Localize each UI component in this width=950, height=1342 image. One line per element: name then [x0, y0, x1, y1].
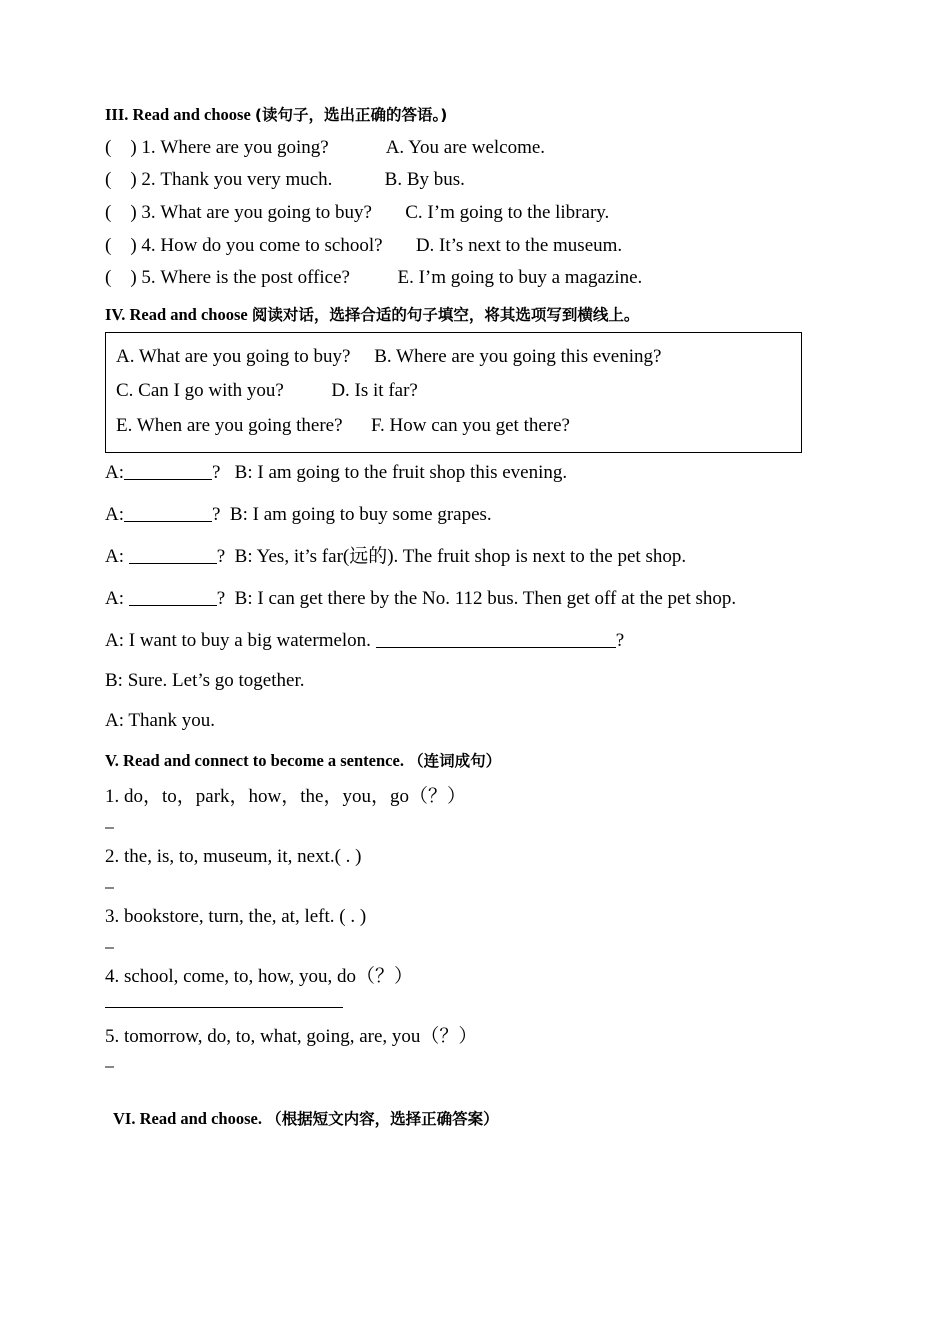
- scramble-item: 1. do，to，park，how，the，you，go（？）: [105, 786, 466, 808]
- answer-blank-parenthesis[interactable]: ( ): [105, 169, 142, 191]
- section-5-heading: [105, 751, 825, 772]
- dialogue-text: ?: [615, 630, 625, 652]
- match-row: [105, 164, 825, 197]
- section-6-heading-cn: （根据短文内容，选择正确答案）: [266, 1109, 499, 1128]
- dialogue-line: [105, 545, 825, 568]
- section-3-heading-en: III. Read and choose: [105, 105, 255, 124]
- answer-line[interactable]: [105, 887, 114, 889]
- scramble-item: 2. the, is, to, museum, it, next.( . ): [105, 846, 362, 868]
- option-box-line: A. What are you going to buy? B. Where are you going this evening?: [116, 345, 662, 367]
- speaker-prefix: A: Thank you.: [105, 709, 215, 731]
- section-4-heading-cn: 阅读对话，选择合适的句子填空，将其选项写到横线上。: [251, 305, 640, 324]
- fill-in-blank[interactable]: [129, 545, 217, 564]
- answer-blank-parenthesis[interactable]: ( ): [105, 201, 142, 223]
- speaker-prefix: A: I want to buy a big watermelon.: [105, 630, 376, 652]
- fill-in-blank[interactable]: [124, 503, 212, 522]
- answer-line[interactable]: [105, 1066, 114, 1068]
- section-5-items: [105, 773, 825, 1086]
- item-number: 2.: [141, 169, 161, 191]
- section-4-option-box: [105, 332, 802, 454]
- answer-blank-parenthesis[interactable]: ( ): [105, 136, 142, 158]
- fill-in-blank[interactable]: [124, 461, 212, 480]
- dialogue-line: [105, 461, 825, 484]
- dialogue-text: ? B: I am going to the fruit shop this evening.: [212, 462, 568, 484]
- column-gap: [332, 169, 384, 190]
- item-number: 1.: [141, 136, 161, 158]
- question-text: What are you going to buy?: [160, 201, 372, 223]
- scramble-item: 5. tomorrow, do, to, what, going, are, you（？）: [105, 1026, 478, 1047]
- answer-slot[interactable]: [105, 868, 825, 907]
- answer-blank-parenthesis[interactable]: ( ): [105, 267, 142, 289]
- fill-in-blank[interactable]: [376, 629, 616, 648]
- answer-slot[interactable]: [105, 1048, 825, 1087]
- option-text: D. It’s next to the museum.: [415, 234, 623, 256]
- column-gap: [350, 267, 398, 288]
- fill-in-blank[interactable]: [129, 587, 217, 606]
- speaker-prefix: A:: [105, 588, 129, 610]
- match-row: [105, 132, 825, 165]
- question-text: Where are you going?: [160, 136, 329, 158]
- answer-blank-parenthesis[interactable]: ( ): [105, 234, 142, 256]
- option-text: C. I’m going to the library.: [405, 201, 610, 223]
- item-number: 5.: [141, 267, 161, 289]
- answer-slot[interactable]: [105, 928, 825, 967]
- question-text: Where is the post office?: [160, 267, 350, 289]
- answer-line[interactable]: [105, 827, 114, 829]
- column-gap: [329, 137, 386, 158]
- section-3-match-list: [105, 132, 825, 295]
- dialogue-text: ? B: I am going to buy some grapes.: [212, 504, 492, 526]
- section-4-heading: [105, 305, 825, 326]
- dialogue-line: [105, 711, 825, 732]
- dialogue-line: [105, 629, 825, 652]
- option-text: E. I’m going to buy a magazine.: [397, 267, 643, 289]
- page-content: [105, 105, 825, 1136]
- section-3-heading: [105, 105, 825, 126]
- dialogue-text: ? B: I can get there by the No. 112 bus. Then get off at the pet shop.: [216, 588, 737, 610]
- answer-line[interactable]: [105, 947, 114, 949]
- answer-line[interactable]: [105, 1007, 343, 1008]
- question-text: How do you come to school?: [160, 234, 383, 256]
- section-3-heading-cn: (读句子，选出正确的答语。): [254, 106, 448, 124]
- dialogue-text: ? B: Yes, it’s far(远的). The fruit shop is next to the pet shop.: [216, 546, 687, 568]
- column-gap: [372, 202, 405, 223]
- match-row: [105, 230, 825, 263]
- section-5-heading-cn: （连词成句）: [408, 751, 502, 770]
- dialogue-line: [105, 671, 825, 692]
- option-text: A. You are welcome.: [385, 136, 546, 158]
- item-number: 4.: [141, 234, 161, 256]
- column-gap: [383, 235, 416, 256]
- match-row: [105, 197, 825, 230]
- scramble-item: 4. school, come, to, how, you, do（？）: [105, 966, 414, 988]
- answer-slot[interactable]: [105, 808, 825, 847]
- dialogue-line: [105, 587, 825, 610]
- option-box-line: C. Can I go with you? D. Is it far?: [116, 380, 418, 402]
- speaker-prefix: A:: [105, 546, 129, 568]
- answer-slot[interactable]: [105, 988, 825, 1027]
- section-5-heading-en: V. Read and connect to become a sentence.: [105, 750, 409, 770]
- option-box-line: E. When are you going there? F. How can you get there?: [116, 414, 570, 436]
- section-6-heading: [113, 1109, 825, 1130]
- option-text: B. By bus.: [384, 169, 465, 191]
- question-text: Thank you very much.: [160, 169, 333, 191]
- scramble-item: 3. bookstore, turn, the, at, left. ( . ): [105, 906, 367, 928]
- speaker-prefix: A:: [105, 504, 124, 526]
- section-4-heading-en: IV. Read and choose: [105, 304, 252, 324]
- section-4-dialogue: [105, 461, 825, 731]
- item-number: 3.: [141, 201, 161, 223]
- speaker-prefix: B: Sure. Let’s go together.: [105, 670, 305, 692]
- speaker-prefix: A:: [105, 462, 124, 484]
- section-6-heading-en: VI. Read and choose.: [113, 1108, 267, 1128]
- match-row: [105, 262, 825, 295]
- dialogue-line: [105, 503, 825, 526]
